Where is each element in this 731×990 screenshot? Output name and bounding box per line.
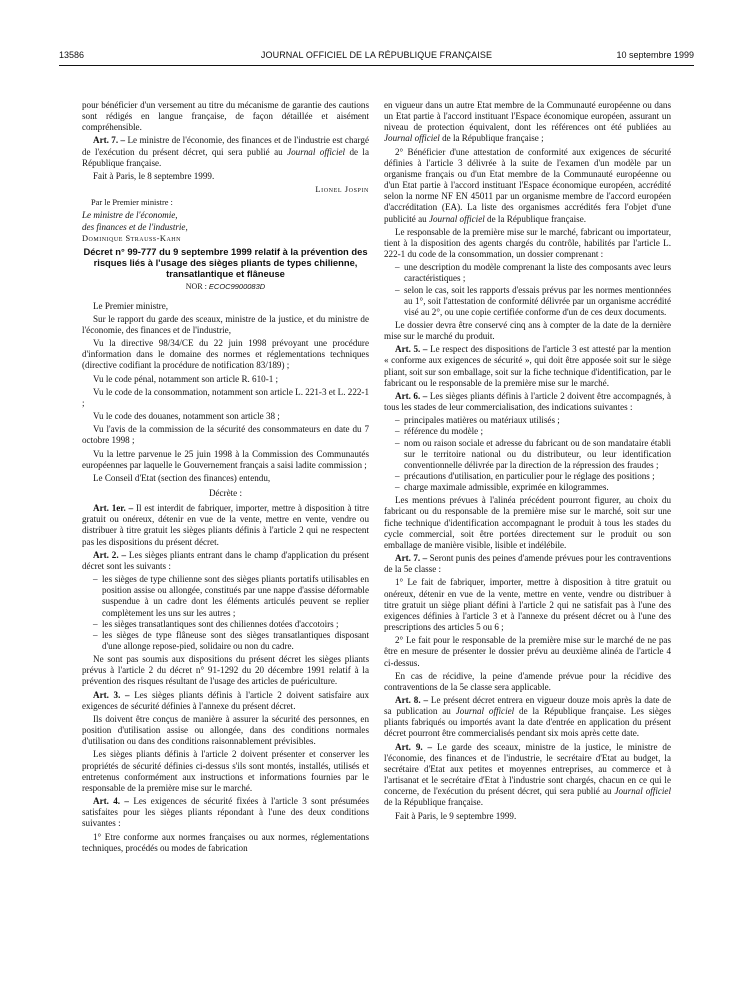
list-item: – une description du modèle comprenant la liste des composants avec leurs caractéristiques ; xyxy=(395,262,671,284)
article-2-exclusion: Ne sont pas soumis aux dispositions du présent décret les sièges pliants prévus à l'article 2 du décret n° 91-1292 du 20 décembre 1991 relatif à la prévention des risques résultant de l'usage des articles de puériculture. xyxy=(82,654,369,687)
continuation-text: pour bénéficier d'un versement au titre du mécanisme de garantie des cautions sont rédigés en langue française, de façon détaillée et aisément compréhensible. xyxy=(82,100,369,133)
article-label: Art. 2. – xyxy=(93,549,127,560)
article-label: Art. 8. – xyxy=(395,694,429,705)
par-le-premier-ministre: Par le Premier ministre : xyxy=(91,198,173,208)
minister-name: Dominique Strauss-Kahn xyxy=(82,233,181,243)
article-3-paragraph: Les sièges pliants définis à l'article 2 doivent présenter et conserver les propriétés de sécurité définies ci-dessus s'ils sont montés, installés, utilisés et entretenus conformément aux instructions et informations fournies par le responsable de la première mise sur le marché. xyxy=(82,749,369,793)
issue-date: 10 septembre 1999 xyxy=(616,50,694,60)
list-item: – charge maximale admissible, exprimée en kilogrammes. xyxy=(395,482,671,493)
article-2: Art. 2. – Les sièges pliants entrant dans le champ d'application du présent décret sont les suivants : xyxy=(82,549,369,571)
article-7-previous: Art. 7. – Le ministre de l'économie, des finances et de l'industrie est chargé de l'exécution du présent décret, qui sera publié au Journal officiel de la République française. xyxy=(82,135,369,168)
header-rule xyxy=(59,65,694,66)
article-2-list xyxy=(82,574,369,652)
article-label: Art. 9. – xyxy=(395,741,433,752)
page-header xyxy=(59,50,694,64)
preamble-line: Le Premier ministre, xyxy=(93,300,169,311)
nor-reference: NOR : ECOC9900083D xyxy=(185,282,266,292)
nor-code: ECOC9900083D xyxy=(208,282,266,292)
left-column xyxy=(82,100,369,856)
minister-title-line2: des finances et de l'industrie, xyxy=(82,221,188,232)
fait-a-paris-previous: Fait à Paris, le 8 septembre 1999. xyxy=(93,170,215,181)
article-7-paragraph: 2° Le fait pour le responsable de la première mise sur le marché de ne pas être en mesure de présenter le dossier prévu au deuxième alinéa de l'article 4 ci-dessus. xyxy=(384,635,671,668)
journal-title: JOURNAL OFFICIEL DE LA RÉPUBLIQUE FRANÇAISE xyxy=(260,50,493,60)
list-item: – nom ou raison sociale et adresse du fabricant ou de son mandataire établi sur le territoire national ou du distributeur, ou leur identification conventionnelle délivrée par la direction de la répression des fraudes ; xyxy=(395,438,671,471)
article-4-condition-2: 2° Bénéficier d'une attestation de conformité aux exigences de sécurité définies à l'article 3 délivrée à la suite de l'examen d'un modèle par un organisme français ou d'un Etat membre de la Communauté européenne ou d'un Etat partie à l'accord instituant l'Espace économique européen, accrédité selon la norme NF EN 45011 par un organisme membre de l'accord européen d'accréditation (EA). La liste des organismes accrédités fera l'objet d'une publicité au Journal officiel de la République française. xyxy=(384,146,671,224)
article-4-paragraph: 1° Etre conforme aux normes françaises ou aux normes, réglementations techniques, procédés ou modes de fabrication xyxy=(82,831,369,853)
article-8: Art. 8. – Le présent décret entrera en vigueur douze mois après la date de sa publication au Journal officiel de la République française. Les sièges pliants fabriqués ou importés avant la date d'entrée en application du présent décret pourront être commercialisés pendant six mois après cette date. xyxy=(384,694,671,739)
article-6-list xyxy=(384,415,671,493)
signatory-name: Lionel Jospin xyxy=(315,185,369,195)
decrete-heading: Décrète : xyxy=(208,487,243,498)
article-4-dossier: Le responsable de la première mise sur le marché, fabricant ou importateur, tient à la disposition des agents chargés du contrôle, habilités par l'article L. 222-1 du code de la consommation, un dossier comprenant : xyxy=(384,226,671,260)
preamble-line: Vu la lettre parvenue le 25 juin 1998 à la Commission des Communautés européennes par laquelle le Gouvernement français a saisi ladite commission ; xyxy=(82,448,369,470)
article-3-paragraph: Ils doivent être conçus de manière à assurer la sécurité des personnes, en position d'utilisation assise ou allongée, dans des conditions normales d'utilisation ou dans des conditions raisonnablement prévisibles. xyxy=(82,713,369,747)
article-9: Art. 9. – Le garde des sceaux, ministre de la justice, le ministre de l'économie, des finances et de l'industrie, le secrétaire d'Etat au budget, la secrétaire d'Etat aux petites et moyennes entreprises, au commerce et à l'artisanat et le secrétaire d'Etat à l'industrie sont chargés, chacun en ce qui le concerne, de l'exécution du présent décret, qui sera publié au Journal officiel de la République française. xyxy=(384,741,671,808)
article-7: Art. 7. – Seront punis des peines d'amende prévues pour les contraventions de la 5e classe : xyxy=(384,553,672,575)
decree-title: Décret n° 99-777 du 9 septembre 1999 relatif à la prévention des risques liés à l'usage des sièges pliants de types chilienne, transatlantique et flâneuse xyxy=(83,245,368,280)
article-5: Art. 5. – Le respect des dispositions de l'article 3 est attesté par la mention « conforme aux exigences de sécurité », qui doit être apposée soit sur le siège pliant, soit sur son emballage, soit sur la fiche technique d'identification, par le fabricant ou le responsable de la première mise sur le marché. xyxy=(384,344,671,388)
list-item: – selon le cas, soit les rapports d'essais prévus par les normes mentionnées au 1°, soit l'attestation de conformité délivrée par un organisme accrédité visé au 2°, ou une copie certifiée conforme d'un de ces deux documents. xyxy=(395,285,671,318)
list-item: – référence du modèle ; xyxy=(395,426,671,437)
article-4-list xyxy=(384,262,671,318)
article-1: Art. 1er. – Il est interdit de fabriquer, importer, mettre à disposition à titre gratuit ou onéreux, détenir en vue de la vente, mettre en vente, vendre ou distribuer à titre gratuit les sièges pliants définis à l'article 2 qui ne respectent pas les dispositions du présent décret. xyxy=(82,503,369,547)
article-4-conservation: Le dossier devra être conservé cinq ans à compter de la date de la dernière mise sur le marché du produit. xyxy=(384,319,671,342)
article-label: Art. 1er. – xyxy=(93,503,134,514)
right-column xyxy=(384,100,671,824)
preamble-line: Vu l'avis de la commission de la sécurité des consommateurs en date du 7 octobre 1998 ; xyxy=(82,424,369,446)
article-label: Art. 5. – xyxy=(395,344,428,355)
article-label: Art. 7. – xyxy=(93,135,126,146)
list-item: – précautions d'utilisation, en particulier pour le réglage des positions ; xyxy=(395,471,671,482)
article-label: Art. 6. – xyxy=(395,390,428,401)
preamble-line: Sur le rapport du garde des sceaux, ministre de la justice, et du ministre de l'économie, des finances et de l'industrie, xyxy=(82,313,369,335)
article-3: Art. 3. – Les sièges pliants définis à l'article 2 doivent satisfaire aux exigences de sécurité définies à l'annexe du présent décret. xyxy=(82,689,370,711)
preamble-line: Le Conseil d'Etat (section des finances) entendu, xyxy=(93,472,271,483)
article-label: Art. 3. – xyxy=(93,689,130,700)
page-number: 13586 xyxy=(59,50,85,60)
list-item: – principales matières ou matériaux utilisés ; xyxy=(395,415,671,426)
article-4-continuation: en vigueur dans un autre Etat membre de la Communauté européenne ou dans un Etat partie à l'accord instituant l'Espace économique européen, assurant un niveau de protection équivalent, dont les références ont été publiées au Journal officiel de la République française ; xyxy=(384,100,671,144)
article-6: Art. 6. – Les sièges pliants définis à l'article 2 doivent être accompagnés, à tous les stades de leur commercialisation, des indications suivantes : xyxy=(384,390,671,413)
article-label: Art. 4. – xyxy=(93,796,129,807)
list-item: – les sièges transatlantiques sont des chiliennes dotées d'accotoirs ; xyxy=(93,619,369,630)
article-4: Art. 4. – Les exigences de sécurité fixées à l'article 3 sont présumées satisfaites pour les sièges pliants répondant à l'une des deux conditions suivantes : xyxy=(82,796,369,829)
article-7-paragraph: En cas de récidive, la peine d'amende prévue pour la récidive des contraventions de la 5e classe sera applicable. xyxy=(384,670,671,692)
fait-a-paris: Fait à Paris, le 9 septembre 1999. xyxy=(395,810,517,821)
preamble-line: Vu le code pénal, notamment son article R. 610-1 ; xyxy=(93,373,279,384)
article-6-mentions: Les mentions prévues à l'alinéa précédent pourront figurer, au choix du fabricant ou du responsable de la première mise sur le marché, soit sur une fiche technique d'identification accompagnant le produit à tous les stades du cycle commercial, soit être portées directement sur le produit ou son emballage de manière visible, lisible et indélébile. xyxy=(384,495,671,550)
list-item: – les sièges de type chilienne sont des sièges pliants portatifs utilisables en position assise ou allongée, constitués par une nappe d'assise déformable suspendue à un cadre dont les éléments articulés peuvent se replier complètement les uns sur les autres ; xyxy=(93,574,369,619)
article-7-paragraph: 1° Le fait de fabriquer, importer, mettre à disposition à titre gratuit ou onéreux, détenir en vue de la vente, mettre en vente, vendre ou distribuer à titre gratuit un siège pliant défini à l'article 2 qui ne satisfait pas à l'une des exigences définies à l'article 3 et à l'annexe du présent décret ou à l'une des prescriptions des articles 5 ou 6 ; xyxy=(384,577,671,633)
preamble-line: Vu le code de la consommation, notamment son article L. 221-3 et L. 222-1 ; xyxy=(82,386,369,408)
preamble-line: Vu la directive 98/34/CE du 22 juin 1998 prévoyant une procédure d'information dans le domaine des normes et réglementations techniques (directive codifiant la procédure de notification 83/189) ; xyxy=(82,338,369,371)
list-item: – les sièges de type flâneuse sont des sièges transatlantiques disposant d'une allonge repose-pied, solidaire ou non du cadre. xyxy=(93,630,369,652)
minister-title-line1: Le ministre de l'économie, xyxy=(82,210,178,221)
article-label: Art. 7. – xyxy=(395,553,428,564)
preamble-line: Vu le code des douanes, notamment son article 38 ; xyxy=(93,411,280,422)
